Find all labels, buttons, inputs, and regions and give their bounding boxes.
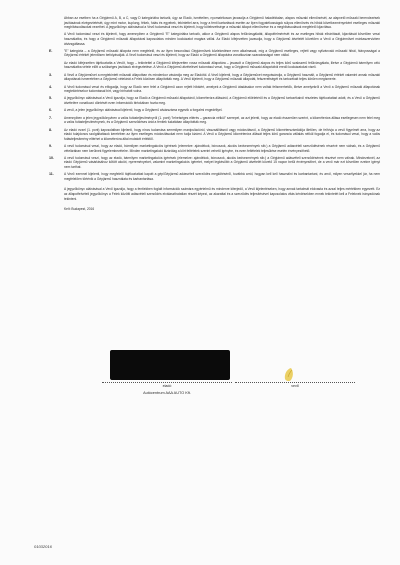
item-number: 10. (49, 155, 54, 160)
section-e (49, 48, 380, 70)
redacted-signature (110, 350, 230, 380)
item-text: A vevő tudomásul veszi, hogy az eladó, bármilyen marketingakciós ígérések (elemekre: ajándékok, bónuszok, akciós kedvezmények stb.) a Gépjármű adásvételi szerződésének részévé nem válnak, és a Gépjármű vételárában nem kerülnek figyelembevételre. Minden marketingakció kizárólag a kiírt feltételek szerint vehető igénybe, és ezen feltételek teljesülése esetén érvényesíthető. (64, 144, 380, 153)
seller-label: eladó (162, 384, 172, 388)
section-e-paragraph-2: Az eladó kifejezetten tájékoztatta a Vevőt, hogy – tekintettel a Gépjármű kifejezetten rossz műszaki állapotára – javasolt a Gépjármű alapos és teljes körű szakszerű felülvizsgálata, illetve a Gépjármű bármilyen célú használatba vétele előtt a szükséges javítások elvégeztetése. A Vevő a Gépjármű átvételével tudomásul veszi, hogy a Gépjármű műszaki állapotából eredő kockázatokat viseli. (64, 60, 380, 70)
numbered-item (49, 108, 380, 113)
numbered-item (49, 115, 380, 125)
buyer-signature-line (235, 382, 355, 383)
item-text: Amennyiben a jelen jegyzőkönyvben a valós futásteljesítményről (1. pont) "lehetséges eltérés – garancia nélkül" szerepel, az azt jelenti, hogy az eladó ésszerűen szerint, a kilométeróra állása esetlegesen nem felel meg a valós futásteljesítménynek, és a Gépjármű szerződéses árát a fentiek tudatában állapították meg. (64, 115, 380, 125)
seller-signature-line (102, 382, 232, 383)
item-number: 6. (49, 108, 52, 113)
numbered-item (49, 72, 380, 82)
intro-paragraph-1: Abban az esetben ha a Gépjármű A, B, a C, vagy D kategóriába tartozik, úgy az Eladó, ismételten, nyomatékosan javasolja a Gépjármű haladéktalan, alapos műszaki ellenőrzését, az alapvető műszaki berendezések javításának elvégeztetését, úgy mint motor, kuplung, fékek, futás és egyebek, tekintettel arra, hogy a fenti kartartások esetén az ilyen fogyatékosságok súlyos ellenőrzés és hibák következményeként esetleges műszaki meghibásodásokat vezethet. A jegyzőkönyv aláírásával a Vevő tudomásul veszi és kijelenti, hogy kötelezettsége a műszaki állapot ellenőrzése és a meghibásodások megfelelő kijavítása. (64, 16, 380, 30)
numbered-item (49, 96, 380, 105)
section-e-paragraph-1: "E" kategória – a Gépjármű műszaki állapota nem megfelelő, és az ilyen besorolású Gépjárművek közlekedésre nem alkalmasak, míg a Gépjármű esetleges, rejtett vagy nyilvánvaló műszaki hibái, hiányosságai a Gépjármű értékét jelentősen befolyásolják. A Vevő tudomásul veszi és kijelenti, hogy az Eladó a Gépjármű állapotára vonatkozóan szavatosságot nem vállal. (64, 48, 380, 58)
signature-area (60, 345, 380, 415)
item-text: Az eladó ezzel (1. pont) kapcsolatban kijelenti, hogy nincs tudomása semmilyen manipulációról, visszaállításról vagy módosításról, a Gépjármű kilométerszámlálója illetően, de felhívja a vevő figyelmét arra, hogy az eladó tulajdonos szolgáltatások keretében az ilyen esetleges módosításokat nem tudja kizárni. A Vevő a Gépjármű kilométeróra állását teljes körű garancia vállalás nélkül fogadja el, és tudomásul veszi, hogy a valós futásteljesítmény eltérhet a kilométeróra által mutatott értéktől. (64, 127, 380, 141)
item-text: A vevő, a jelen jegyzőkönyv aláírásával kijelenti, hogy a Gépjármű alvázszáma egyezik a forgalmi engedéllyel. (64, 108, 223, 113)
item-text: A Vevő tudomásul veszi és elfogadja, hogy az Eladó nem felel a Gépjármű azon rejtett hibáiért, amelyek a Gépjármű átadásakor nem voltak felismerhetők, illetve amelyekről a Vevő a Gépjármű műszaki állapotának megtekintésekor tudomással bírt, vagy bírhatott volna. (64, 84, 380, 94)
section-e-label: E. (49, 48, 53, 53)
item-number: 9. (49, 144, 52, 148)
numbered-item (49, 84, 380, 94)
intro-paragraph-2: A Vevő tudomásul veszi és kijelenti, hogy amennyiben a Gépjármű "E" kategóriába tartozik, akkor a Gépjármű alapos felülvizsgálatát, állapotfelmérését és az esetleges hibák elhárítását, kijavítását követően veszi használatba, és hogy a Gépjármű műszaki állapotával kapcsolatos minden kockázatot magára vállal. Az Eladó kifejezetten javasolja, hogy a Gépjármű átvételét követően a Vevő a Gépjárművet márkaszervizben átvizsgáltassa. (64, 32, 380, 46)
item-text: A Vevő a Gépjárművet a megtekintett műszaki állapotban és mindenkor vásárolja meg az Eladótól. A Vevő kijelenti, hogy a Gépjárművet megvásárolja, a Gépjármű használt, a Gépjármű értékét valamint annak műszaki állapotának ismeretében a Gépjármű vételárát a Felek közösen állapították meg. A Vevő kijelenti, hogy a Gépjármű műszaki állapotát, felszereltségét és tartozékait teljes körűen megismerte. (64, 72, 380, 82)
closing-paragraph: A jegyzőkönyv aláírásával a Vevő igazolja, hogy a fentiekben foglalt információk számára egyértelmű és mindenre kiterjedő, a Vevő kijelentéseken, hogy annak tartalmát elolvasta és azzal teljes mértékben egyezett. Ez az állapotfelvételi jegyzőkönyv a Felek közötti adásvételi szerződés elválaszthatatlan részét képezi, az akarattal és a szerződés teljesítésével kapcsolatos vitás kérdésekben ennek tekintetét kell a Feleknek irányadónak tekinteni. (64, 187, 380, 201)
buyer-label: vevő (291, 384, 299, 388)
numbered-item (49, 127, 380, 142)
item-number: 5. (49, 96, 52, 101)
numbered-item (49, 155, 380, 170)
item-number: 7. (49, 115, 52, 120)
item-text: A vevő tudomásul veszi, hogy az eladó, bármilyen marketingakciós ígérések (elemekre: ajándékok, bónuszok, akciós kedvezmények stb.) a Gépjármű adásvételi szerződésének részévé nem válnak. Mindezeknél, az eladó Gépjármű vásárlásához kötött akciót, nyereményeket, valamint marketingakciós ígéretet, melyet legkésőbb a Gépjármű átvételét követő 15 napon belül érvényesíthet, de a vevő már ezt követően ezekre igényt nem tarthat. (64, 155, 380, 169)
item-number: 8. (49, 127, 52, 132)
place-date: Kelt: Budapest, 2016 (64, 207, 95, 212)
item-number: 11. (49, 172, 54, 177)
item-text: A Vevő ezennel kijelenti, hogy megfelelő tájékoztatást kapott a gép/Gépjármű adásvételi szerződés megkötéséről, továbbá arról, hogyan kell kell használni és karbantartani, és arról, milyen veszélyekkel jár, ha nem megfelelően történik a Gépjármű használata és karbantartása. (64, 172, 380, 181)
document-body (49, 16, 380, 214)
item-number: 3. (49, 72, 52, 77)
numbered-item (49, 144, 380, 153)
footer-code: 01032016 (34, 544, 52, 549)
numbered-item (49, 172, 380, 181)
seller-name: Autócentrum AAA AUTO Kft. (143, 391, 191, 395)
item-text: A jegyzőkönyv aláírásával a Vevő igazolja, hogy az Eladó a Gépjármű műszaki állapotáról, kilométeróra állásáról, a Gépjármű előéletéről és a Gépjármű tartozékairól részletes tájékoztatást adott, és a Vevő a Gépjármű átvételére vonatkozó döntését ezen információk birtokában hozta meg. (64, 96, 380, 105)
item-number: 4. (49, 84, 52, 89)
